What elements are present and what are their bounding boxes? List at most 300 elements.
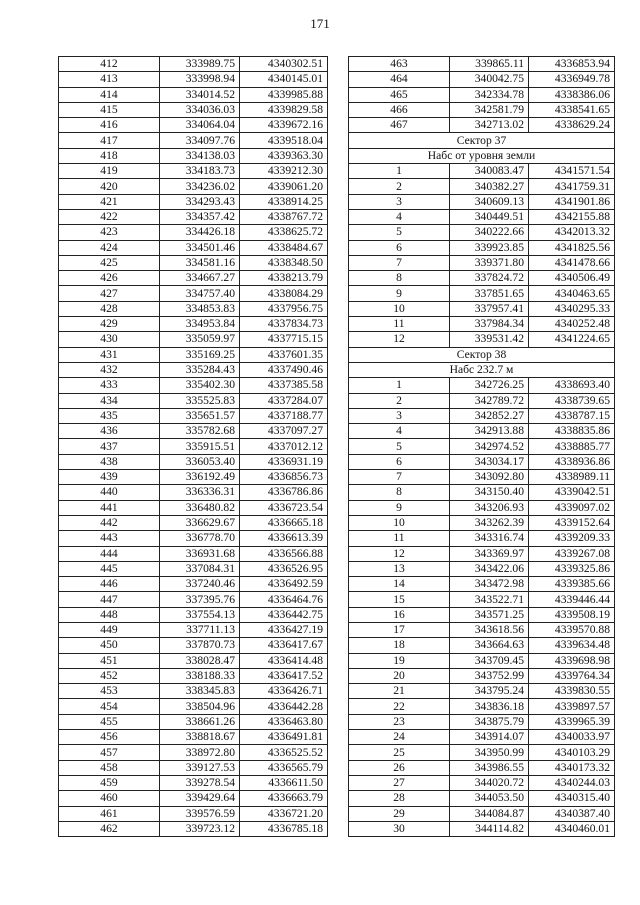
y-coordinate-cell: 4336856.73 [240,470,328,485]
y-coordinate-cell: 4336565.79 [240,760,328,775]
table-row [59,791,328,806]
table-row [349,470,615,485]
x-coordinate-cell: 340222.66 [450,225,529,240]
table-row [59,424,328,439]
point-number-cell: 4 [349,209,450,224]
table-row [349,301,615,316]
y-coordinate-cell: 4339508.19 [529,607,615,622]
y-coordinate-cell: 4339897.57 [529,699,615,714]
point-number-cell: 453 [59,684,160,699]
table-row [59,408,328,423]
point-number-cell: 2 [349,179,450,194]
x-coordinate-cell: 334138.03 [160,148,240,163]
x-coordinate-cell: 337395.76 [160,592,240,607]
point-number-cell: 13 [349,561,450,576]
table-row [59,653,328,668]
x-coordinate-cell: 338661.26 [160,714,240,729]
sector-header-row [349,362,615,377]
y-coordinate-cell: 4339764.34 [529,668,615,683]
y-coordinate-cell: 4336426.71 [240,684,328,699]
point-number-cell: 29 [349,806,450,821]
point-number-cell: 462 [59,821,160,836]
x-coordinate-cell: 334581.16 [160,255,240,270]
y-coordinate-cell: 4339061.20 [240,179,328,194]
point-number-cell: 6 [349,454,450,469]
point-number-cell: 431 [59,347,160,362]
y-coordinate-cell: 4342013.32 [529,225,615,240]
y-coordinate-cell: 4340302.51 [240,57,328,72]
x-coordinate-cell: 339531.42 [450,332,529,347]
y-coordinate-cell: 4338767.72 [240,209,328,224]
table-row [349,87,615,102]
table-row [59,546,328,561]
point-number-cell: 440 [59,485,160,500]
y-coordinate-cell: 4341901.86 [529,194,615,209]
x-coordinate-cell: 336778.70 [160,531,240,546]
y-coordinate-cell: 4338629.24 [529,118,615,133]
table-row [349,57,615,72]
y-coordinate-cell: 4336526.95 [240,561,328,576]
y-coordinate-cell: 4339267.08 [529,546,615,561]
point-number-cell: 421 [59,194,160,209]
y-coordinate-cell: 4336414.48 [240,653,328,668]
x-coordinate-cell: 334953.84 [160,317,240,332]
point-number-cell: 436 [59,424,160,439]
table-row [349,255,615,270]
table-row [59,255,328,270]
point-number-cell: 15 [349,592,450,607]
x-coordinate-cell: 343472.98 [450,577,529,592]
table-row [59,592,328,607]
y-coordinate-cell: 4338885.77 [529,439,615,454]
x-coordinate-cell: 340382.27 [450,179,529,194]
y-coordinate-cell: 4340460.01 [529,821,615,836]
sector-header: Сектор 37 [349,133,615,148]
table-row [349,164,615,179]
x-coordinate-cell: 343522.71 [450,592,529,607]
y-coordinate-cell: 4341825.56 [529,240,615,255]
y-coordinate-cell: 4341478.66 [529,255,615,270]
point-number-cell: 439 [59,470,160,485]
table-row [59,57,328,72]
table-row [59,148,328,163]
table-row [59,164,328,179]
y-coordinate-cell: 4339212.30 [240,164,328,179]
y-coordinate-cell: 4340506.49 [529,271,615,286]
x-coordinate-cell: 339923.85 [450,240,529,255]
table-row [349,730,615,745]
point-number-cell: 7 [349,470,450,485]
y-coordinate-cell: 4341224.65 [529,332,615,347]
y-coordinate-cell: 4339097.02 [529,500,615,515]
y-coordinate-cell: 4336566.88 [240,546,328,561]
y-coordinate-cell: 4336665.18 [240,515,328,530]
y-coordinate-cell: 4339698.98 [529,653,615,668]
y-coordinate-cell: 4339672.16 [240,118,328,133]
x-coordinate-cell: 338188.33 [160,668,240,683]
point-number-cell: 2 [349,393,450,408]
x-coordinate-cell: 342913.88 [450,424,529,439]
point-number-cell: 11 [349,531,450,546]
x-coordinate-cell: 339429.64 [160,791,240,806]
point-number-cell: 455 [59,714,160,729]
point-number-cell: 459 [59,775,160,790]
x-coordinate-cell: 343571.25 [450,607,529,622]
x-coordinate-cell: 343422.06 [450,561,529,576]
y-coordinate-cell: 4337012.12 [240,439,328,454]
y-coordinate-cell: 4337385.58 [240,378,328,393]
x-coordinate-cell: 334097.76 [160,133,240,148]
x-coordinate-cell: 339865.11 [450,57,529,72]
table-row [349,424,615,439]
x-coordinate-cell: 343914.07 [450,730,529,745]
x-coordinate-cell: 339723.12 [160,821,240,836]
table-row [59,332,328,347]
y-coordinate-cell: 4338835.86 [529,424,615,439]
table-row [59,714,328,729]
sector-header-row [349,148,615,163]
y-coordinate-cell: 4336463.80 [240,714,328,729]
y-coordinate-cell: 4339829.58 [240,102,328,117]
table-row [349,592,615,607]
point-number-cell: 426 [59,271,160,286]
point-number-cell: 414 [59,87,160,102]
x-coordinate-cell: 335651.57 [160,408,240,423]
point-number-cell: 443 [59,531,160,546]
y-coordinate-cell: 4336417.67 [240,638,328,653]
y-coordinate-cell: 4336785.18 [240,821,328,836]
x-coordinate-cell: 338504.96 [160,699,240,714]
table-row [349,240,615,255]
x-coordinate-cell: 340042.75 [450,72,529,87]
table-row [349,561,615,576]
x-coordinate-cell: 339127.53 [160,760,240,775]
y-coordinate-cell: 4340387.40 [529,806,615,821]
x-coordinate-cell: 344084.87 [450,806,529,821]
table-row [59,775,328,790]
table-row [59,515,328,530]
y-coordinate-cell: 4342155.88 [529,209,615,224]
x-coordinate-cell: 342726.25 [450,378,529,393]
point-number-cell: 30 [349,821,450,836]
y-coordinate-cell: 4339363.30 [240,148,328,163]
table-row [59,102,328,117]
y-coordinate-cell: 4340145.01 [240,72,328,87]
point-number-cell: 5 [349,439,450,454]
y-coordinate-cell: 4339830.55 [529,684,615,699]
y-coordinate-cell: 4336786.86 [240,485,328,500]
table-row [59,745,328,760]
point-number-cell: 26 [349,760,450,775]
y-coordinate-cell: 4339965.39 [529,714,615,729]
point-number-cell: 19 [349,653,450,668]
point-number-cell: 21 [349,684,450,699]
point-number-cell: 412 [59,57,160,72]
x-coordinate-cell: 336480.82 [160,500,240,515]
point-number-cell: 14 [349,577,450,592]
point-number-cell: 464 [349,72,450,87]
x-coordinate-cell: 342789.72 [450,393,529,408]
x-coordinate-cell: 336931.68 [160,546,240,561]
point-number-cell: 25 [349,745,450,760]
table-row [59,439,328,454]
x-coordinate-cell: 334426.18 [160,225,240,240]
table-row [349,607,615,622]
y-coordinate-cell: 4338084.29 [240,286,328,301]
x-coordinate-cell: 334036.03 [160,102,240,117]
table-row [59,240,328,255]
point-number-cell: 446 [59,577,160,592]
point-number-cell: 11 [349,317,450,332]
table-row [349,760,615,775]
point-number-cell: 3 [349,194,450,209]
y-coordinate-cell: 4338213.79 [240,271,328,286]
point-number-cell: 417 [59,133,160,148]
x-coordinate-cell: 335915.51 [160,439,240,454]
point-number-cell: 433 [59,378,160,393]
x-coordinate-cell: 343950.99 [450,745,529,760]
x-coordinate-cell: 338818.67 [160,730,240,745]
point-number-cell: 20 [349,668,450,683]
x-coordinate-cell: 334757.40 [160,286,240,301]
x-coordinate-cell: 337554.13 [160,607,240,622]
point-number-cell: 447 [59,592,160,607]
point-number-cell: 415 [59,102,160,117]
y-coordinate-cell: 4336853.94 [529,57,615,72]
point-number-cell: 416 [59,118,160,133]
point-number-cell: 457 [59,745,160,760]
point-number-cell: 423 [59,225,160,240]
x-coordinate-cell: 337984.34 [450,317,529,332]
y-coordinate-cell: 4339446.44 [529,592,615,607]
point-number-cell: 1 [349,164,450,179]
y-coordinate-cell: 4340463.65 [529,286,615,301]
y-coordinate-cell: 4338484.67 [240,240,328,255]
table-row [59,347,328,362]
x-coordinate-cell: 337240.46 [160,577,240,592]
x-coordinate-cell: 337957.41 [450,301,529,316]
sector-header-row [349,347,615,362]
point-number-cell: 16 [349,607,450,622]
table-row [349,775,615,790]
table-row [349,485,615,500]
point-number-cell: 467 [349,118,450,133]
sector-header-row [349,133,615,148]
point-number-cell: 6 [349,240,450,255]
point-number-cell: 441 [59,500,160,515]
table-row [349,546,615,561]
point-number-cell: 419 [59,164,160,179]
table-row [349,454,615,469]
table-row [59,118,328,133]
y-coordinate-cell: 4339325.86 [529,561,615,576]
point-number-cell: 424 [59,240,160,255]
x-coordinate-cell: 343836.18 [450,699,529,714]
x-coordinate-cell: 342974.52 [450,439,529,454]
point-number-cell: 434 [59,393,160,408]
point-number-cell: 27 [349,775,450,790]
x-coordinate-cell: 343986.55 [450,760,529,775]
table-row [349,821,615,836]
point-number-cell: 432 [59,362,160,377]
table-row [349,118,615,133]
x-coordinate-cell: 343752.99 [450,668,529,683]
point-number-cell: 10 [349,301,450,316]
x-coordinate-cell: 336192.49 [160,470,240,485]
y-coordinate-cell: 4336442.28 [240,699,328,714]
y-coordinate-cell: 4338625.72 [240,225,328,240]
table-row [349,638,615,653]
x-coordinate-cell: 334357.42 [160,209,240,224]
point-number-cell: 461 [59,806,160,821]
x-coordinate-cell: 342581.79 [450,102,529,117]
y-coordinate-cell: 4339570.88 [529,622,615,637]
y-coordinate-cell: 4337490.46 [240,362,328,377]
point-number-cell: 22 [349,699,450,714]
x-coordinate-cell: 343875.79 [450,714,529,729]
table-row [59,485,328,500]
y-coordinate-cell: 4340244.03 [529,775,615,790]
table-row [59,561,328,576]
x-coordinate-cell: 335169.25 [160,347,240,362]
y-coordinate-cell: 4336721.20 [240,806,328,821]
y-coordinate-cell: 4337834.73 [240,317,328,332]
table-row [59,362,328,377]
y-coordinate-cell: 4340173.32 [529,760,615,775]
point-number-cell: 460 [59,791,160,806]
y-coordinate-cell: 4338348.50 [240,255,328,270]
y-coordinate-cell: 4336492.59 [240,577,328,592]
y-coordinate-cell: 4338739.65 [529,393,615,408]
x-coordinate-cell: 343150.40 [450,485,529,500]
point-number-cell: 427 [59,286,160,301]
table-row [349,439,615,454]
table-row [59,225,328,240]
table-row [349,684,615,699]
table-row [349,332,615,347]
table-row [349,806,615,821]
table-row [59,271,328,286]
x-coordinate-cell: 336629.67 [160,515,240,530]
point-number-cell: 8 [349,271,450,286]
table-row [59,317,328,332]
y-coordinate-cell: 4338693.40 [529,378,615,393]
point-number-cell: 463 [349,57,450,72]
point-number-cell: 28 [349,791,450,806]
coordinates-table-left [58,56,328,837]
table-row [349,500,615,515]
table-row [349,668,615,683]
y-coordinate-cell: 4338936.86 [529,454,615,469]
point-number-cell: 420 [59,179,160,194]
table-row [59,699,328,714]
y-coordinate-cell: 4338989.11 [529,470,615,485]
table-row [59,607,328,622]
point-number-cell: 451 [59,653,160,668]
point-number-cell: 458 [59,760,160,775]
x-coordinate-cell: 333998.94 [160,72,240,87]
y-coordinate-cell: 4337601.35 [240,347,328,362]
y-coordinate-cell: 4336931.19 [240,454,328,469]
table-row [349,653,615,668]
point-number-cell: 17 [349,622,450,637]
table-row [59,87,328,102]
x-coordinate-cell: 338972.80 [160,745,240,760]
x-coordinate-cell: 343664.63 [450,638,529,653]
sector-header: Набс от уровня земли [349,148,615,163]
y-coordinate-cell: 4338541.65 [529,102,615,117]
y-coordinate-cell: 4340252.48 [529,317,615,332]
y-coordinate-cell: 4336611.50 [240,775,328,790]
x-coordinate-cell: 343262.39 [450,515,529,530]
table-row [59,470,328,485]
y-coordinate-cell: 4341571.54 [529,164,615,179]
y-coordinate-cell: 4336491.81 [240,730,328,745]
point-number-cell: 445 [59,561,160,576]
x-coordinate-cell: 343206.93 [450,500,529,515]
x-coordinate-cell: 334501.46 [160,240,240,255]
x-coordinate-cell: 343618.56 [450,622,529,637]
point-number-cell: 10 [349,515,450,530]
point-number-cell: 12 [349,546,450,561]
point-number-cell: 18 [349,638,450,653]
table-row [349,72,615,87]
y-coordinate-cell: 4336417.52 [240,668,328,683]
table-row [349,286,615,301]
page-number: 171 [310,16,330,31]
x-coordinate-cell: 337870.73 [160,638,240,653]
point-number-cell: 425 [59,255,160,270]
y-coordinate-cell: 4336949.78 [529,72,615,87]
y-coordinate-cell: 4340295.33 [529,301,615,316]
table-row [349,577,615,592]
x-coordinate-cell: 334667.27 [160,271,240,286]
point-number-cell: 1 [349,378,450,393]
point-number-cell: 435 [59,408,160,423]
table-row [59,286,328,301]
y-coordinate-cell: 4339152.64 [529,515,615,530]
point-number-cell: 450 [59,638,160,653]
y-coordinate-cell: 4336663.79 [240,791,328,806]
table-row [59,72,328,87]
y-coordinate-cell: 4337097.27 [240,424,328,439]
point-number-cell: 429 [59,317,160,332]
point-number-cell: 9 [349,286,450,301]
table-row [59,730,328,745]
table-row [59,393,328,408]
table-row [59,760,328,775]
table-row [349,378,615,393]
table-row [349,179,615,194]
table-row [59,531,328,546]
sector-header: Набс 232.7 м [349,362,615,377]
point-number-cell: 4 [349,424,450,439]
x-coordinate-cell: 344020.72 [450,775,529,790]
x-coordinate-cell: 334064.04 [160,118,240,133]
table-row [59,668,328,683]
point-number-cell: 454 [59,699,160,714]
table-row [59,209,328,224]
table-row [349,745,615,760]
point-number-cell: 444 [59,546,160,561]
y-coordinate-cell: 4338914.25 [240,194,328,209]
y-coordinate-cell: 4340033.97 [529,730,615,745]
x-coordinate-cell: 335525.83 [160,393,240,408]
point-number-cell: 7 [349,255,450,270]
y-coordinate-cell: 4338787.15 [529,408,615,423]
table-row [59,821,328,836]
table-row [59,133,328,148]
